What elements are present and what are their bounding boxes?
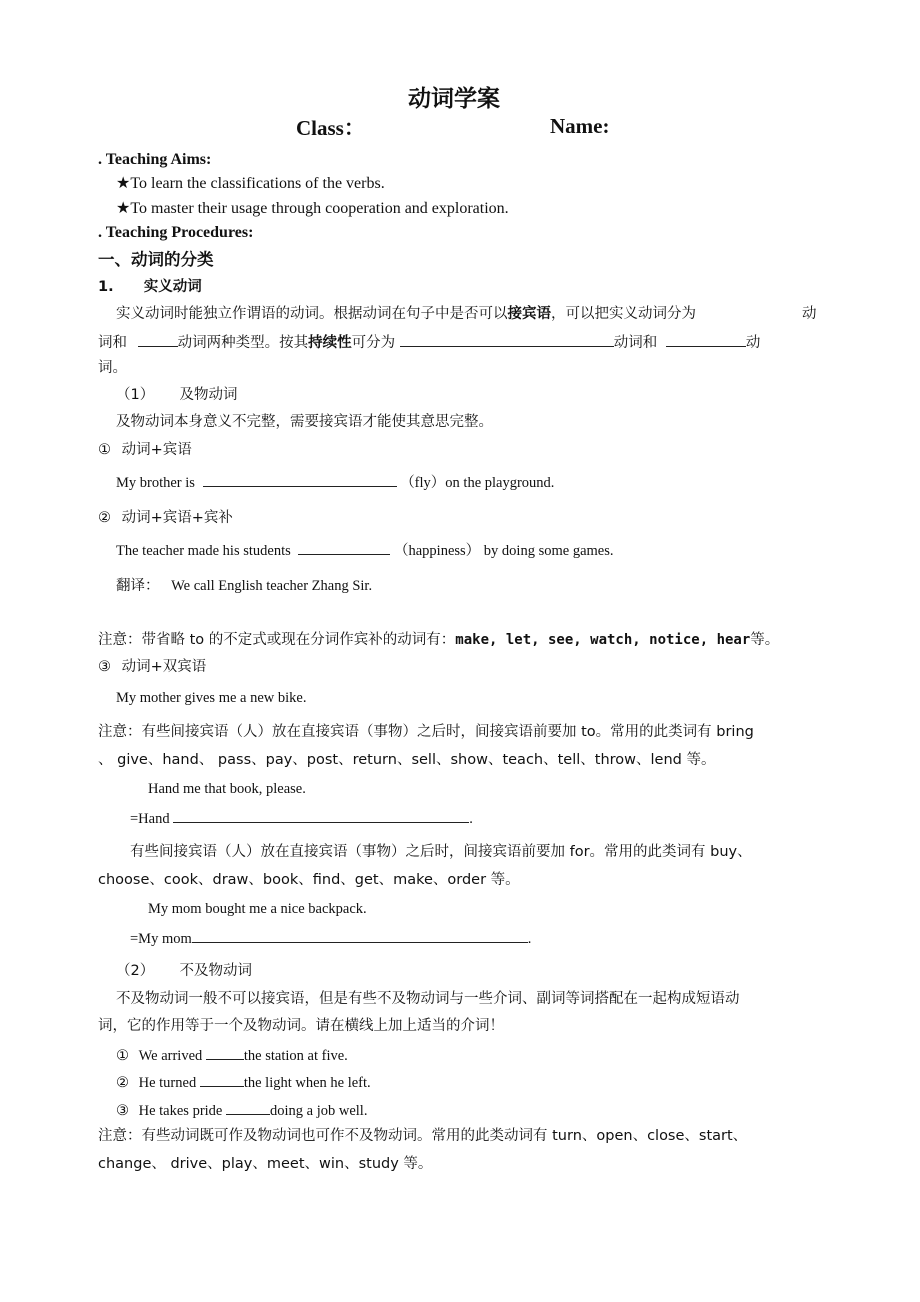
intro-line-3: 词。 xyxy=(98,360,127,376)
pattern-title: 动词+宾语 xyxy=(121,442,192,458)
transitive-title: 及物动词 xyxy=(179,387,238,403)
blank[interactable] xyxy=(226,1099,270,1115)
example-mom: My mom bought me a nice backpack. xyxy=(148,901,367,917)
subsection-label: 实义动词 xyxy=(143,279,202,295)
intro-line-2 xyxy=(98,331,760,353)
blank[interactable] xyxy=(400,331,614,347)
note-verbs: make, let, see, watch, notice, hear xyxy=(455,632,751,648)
intransitive-label: （2） xyxy=(116,963,155,979)
translate-line xyxy=(116,576,372,596)
blank[interactable] xyxy=(173,807,469,823)
note-4-line-2: change、 drive、play、meet、win、study 等。 xyxy=(98,1156,433,1172)
subsection-heading xyxy=(98,277,202,297)
intro-text: 动词和 xyxy=(613,335,658,351)
example-text: My brother is xyxy=(116,475,195,491)
exercise-item xyxy=(116,1071,371,1093)
circled-number: ③ xyxy=(116,1103,129,1119)
intransitive-desc-line-1: 不及物动词一般不可以接宾语，但是有些不及物动词与一些介词、副词等词搭配在一起构成短语动 xyxy=(116,991,740,1007)
exercise-item xyxy=(116,1099,367,1121)
transitive-desc: 及物动词本身意义不完整，需要接宾语才能使其意思完整。 xyxy=(116,414,493,430)
exercise-text: He takes pride xyxy=(138,1103,223,1119)
pattern-title: 动词+宾语+宾补 xyxy=(121,510,233,526)
note-2-line-2: 、 give、hand、 pass、pay、post、return、sell、show、teach、tell、throw、lend 等。 xyxy=(98,752,716,768)
procedures-heading: . Teaching Procedures: xyxy=(98,224,254,241)
aim-item-2: ★To master their usage through cooperation and exploration. xyxy=(116,200,509,217)
blank[interactable] xyxy=(666,331,746,347)
transitive-heading xyxy=(116,385,237,405)
pattern-2-heading xyxy=(98,508,233,528)
note-text: 等。 xyxy=(750,632,780,648)
intransitive-heading xyxy=(116,961,252,981)
circled-number: ① xyxy=(116,1048,129,1064)
pattern-title: 动词+双宾语 xyxy=(121,659,207,675)
note-4-line-1: 注意：有些动词既可作及物动词也可作不及物动词。常用的此类动词有 turn、open、close、start、 xyxy=(98,1128,748,1144)
blank[interactable] xyxy=(206,1044,244,1060)
exercise-text: He turned xyxy=(138,1075,197,1091)
intro-bold-object: 接宾语 xyxy=(507,306,551,322)
blank[interactable] xyxy=(138,331,178,347)
blank[interactable] xyxy=(203,471,397,487)
rewrite-text: =Hand xyxy=(130,811,170,827)
section-heading: 一、动词的分类 xyxy=(98,250,214,269)
intro-text: 可分为 xyxy=(351,335,396,351)
blank[interactable] xyxy=(192,927,528,943)
note-2-line-1: 注意：有些间接宾语（人）放在直接宾语（事物）之后时，间接宾语前要加 to。常用的此类词有 bring xyxy=(98,724,754,740)
example-text: （happiness） by doing some games. xyxy=(394,543,614,559)
rewrite-text: =My mom xyxy=(130,931,192,947)
aims-heading: . Teaching Aims: xyxy=(98,151,212,168)
exercise-text: We arrived xyxy=(138,1048,203,1064)
translate-text: We call English teacher Zhang Sir. xyxy=(171,578,373,594)
exercise-text: the station at five. xyxy=(243,1048,348,1064)
example-3: My mother gives me a new bike. xyxy=(116,690,307,706)
intro-line-1 xyxy=(116,304,696,324)
intro-text: ，可以把实义动词分为 xyxy=(551,306,696,322)
pattern-1-heading xyxy=(98,440,192,460)
rewrite-hand: =Hand . xyxy=(130,807,473,829)
note-3-line-2: choose、cook、draw、book、find、get、make、order 等。 xyxy=(98,872,520,888)
rewrite-mom: =My mom . xyxy=(130,927,531,949)
intransitive-desc-line-2: 词，它的作用等于一个及物动词。请在横线上加上适当的介词！ xyxy=(98,1018,504,1034)
circled-number: ③ xyxy=(98,659,111,675)
name-label: Name: xyxy=(550,114,610,138)
transitive-label: （1） xyxy=(116,387,155,403)
blank[interactable] xyxy=(200,1071,244,1087)
translate-label: 翻译： xyxy=(116,578,160,594)
intransitive-title: 不及物动词 xyxy=(179,963,252,979)
intro-line-1-end: 动 xyxy=(802,306,817,322)
example-1 xyxy=(116,471,554,493)
note-1 xyxy=(98,630,779,650)
page-title: 动词学案 xyxy=(408,86,500,112)
intro-bold-duration: 持续性 xyxy=(308,335,352,351)
aim-item-1: ★To learn the classifications of the verbs. xyxy=(116,175,385,192)
intro-text: 动 xyxy=(745,335,761,351)
example-hand: Hand me that book, please. xyxy=(148,781,306,797)
example-text: The teacher made his students xyxy=(116,543,291,559)
intro-text: 词和 xyxy=(98,335,127,351)
subsection-number: 1. xyxy=(98,279,114,295)
class-label: Class： xyxy=(296,116,365,140)
circled-number: ② xyxy=(116,1075,129,1091)
example-text: （fly）on the playground. xyxy=(400,475,555,491)
intro-text: 动词两种类型。按其 xyxy=(177,335,309,351)
circled-number: ① xyxy=(98,442,111,458)
note-3-line-1: 有些间接宾语（人）放在直接宾语（事物）之后时，间接宾语前要加 for。常用的此类词有 buy、 xyxy=(130,844,752,860)
circled-number: ② xyxy=(98,510,111,526)
exercise-text: the light when he left. xyxy=(243,1075,371,1091)
intro-text: 实义动词时能独立作谓语的动词。根据动词在句子中是否可以 xyxy=(116,306,508,322)
exercise-text: doing a job well. xyxy=(270,1103,368,1119)
exercise-item xyxy=(116,1044,348,1066)
example-2 xyxy=(116,539,614,561)
blank[interactable] xyxy=(298,539,390,555)
note-text: 注意：带省略 to 的不定式或现在分词作宾补的动词有： xyxy=(98,632,456,648)
pattern-3-heading xyxy=(98,657,206,677)
